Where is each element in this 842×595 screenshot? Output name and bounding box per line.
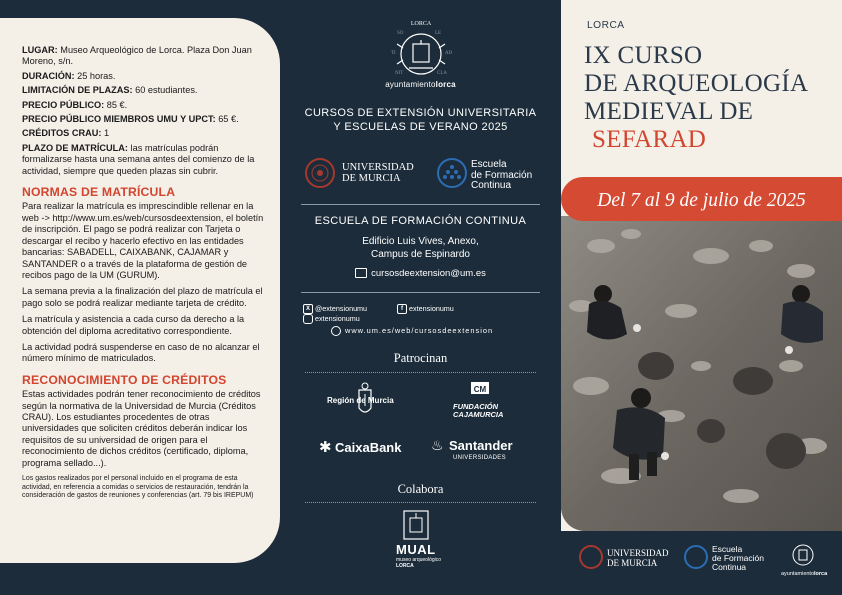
- region-crest-icon: [355, 382, 375, 420]
- footer-um-text: UNIVERSIDAD DE MURCIA: [607, 548, 669, 568]
- info-duracion: DURACIÓN: 25 horas.: [22, 70, 116, 81]
- caixabank-logo: ✱ CaixaBank: [319, 439, 402, 456]
- divider: [301, 204, 540, 205]
- ayuntamiento-lorca-label: ayuntamientolorca: [385, 80, 456, 89]
- lorca-crest-icon: [389, 18, 453, 82]
- efc-seal-icon: [684, 545, 708, 569]
- normas-paragraph: La actividad podrá suspenderse en caso de no alcanzar el número mínimo de matriculados.: [22, 341, 260, 364]
- creditos-paragraph: Estas actividades podrán tener reconocimiento de créditos según la normativa de la Universidad de Murcia (Créditos CRAU). Los estudiantes procedentes de otras universidades que soliciten créditos deberán indicar los requisitos de su universidad de origen para el reconocimiento de dichos créditos (certificado, diploma, programa sellado...).: [22, 389, 261, 468]
- caixabank-star-icon: ✱: [319, 439, 332, 456]
- email-text[interactable]: cursosdeextension@um.es: [371, 268, 486, 279]
- creditos-heading: RECONOCIMIENTO DE CRÉDITOS: [22, 372, 227, 387]
- divider: [301, 292, 540, 293]
- colabora-heading: Colabora: [397, 482, 444, 496]
- left-panel: [0, 0, 280, 595]
- globe-icon: [331, 326, 341, 336]
- social-instagram[interactable]: extensionumu: [303, 314, 374, 324]
- course-info: [22, 45, 267, 177]
- excavation-scene: [561, 216, 842, 531]
- info-plazas: LIMITACIÓN DE PLAZAS: 60 estudiantes.: [22, 85, 198, 96]
- um-logo-text: UNIVERSIDAD DE MURCIA: [342, 162, 414, 184]
- svg-text:LE: LE: [435, 31, 442, 36]
- svg-text:CM: CM: [473, 385, 487, 394]
- dotted-divider: [305, 372, 536, 373]
- cursos-heading: CURSOS DE EXTENSIÓN UNIVERSITARIA Y ESCUELAS DE VERANO 2025: [304, 107, 537, 133]
- santander-flame-icon: ♨: [431, 437, 444, 453]
- x-icon: X: [303, 304, 313, 314]
- mual-logo: MUAL museo arqueológico LORCA: [393, 510, 453, 572]
- footer-logos: [561, 531, 842, 595]
- fundacion-cajamurcia-logo: CM FUNDACIÓN CAJAMURCIA: [451, 382, 521, 422]
- course-dates: Del 7 al 9 de julio de 2025: [597, 190, 806, 211]
- santander-logo: ♨ Santander UNIVERSIDADES: [431, 437, 513, 461]
- svg-text:AD: AD: [445, 51, 453, 56]
- course-title: IX CURSO DE ARQUEOLOGÍA MEDIEVAL DE SEFARAD: [584, 42, 809, 153]
- svg-text:SO: SO: [397, 31, 404, 36]
- cajamurcia-icon: [471, 382, 489, 396]
- footer-ayto-label: ayuntamientolorca: [781, 571, 828, 577]
- social-facebook[interactable]: f extensionumu: [397, 304, 468, 314]
- svg-text:TI: TI: [391, 51, 396, 56]
- mail-icon: [355, 268, 367, 278]
- excavation-photo: [561, 216, 842, 531]
- info-creditos: CRÉDITOS CRAU: 1: [22, 128, 110, 139]
- lorca-crest-word: LORCA: [410, 21, 432, 27]
- patrocinan-heading: Patrocinan: [393, 351, 448, 365]
- school-name: ESCUELA DE FORMACIÓN CONTINUA: [314, 215, 527, 227]
- school-address: Edificio Luis Vives, Anexo, Campus de Espinardo: [362, 236, 479, 260]
- svg-text:NIT: NIT: [395, 71, 404, 76]
- normas-paragraph: La matrícula y asistencia a cada curso da derecho a la obtención del diploma acreditativo correspondiente.: [22, 314, 245, 336]
- right-panel: [561, 0, 842, 595]
- instagram-icon: [303, 314, 313, 324]
- web-link[interactable]: www.um.es/web/cursosdeextension: [331, 326, 493, 336]
- normas-heading: NORMAS DE MATRÍCULA: [22, 185, 176, 200]
- region-murcia-logo: Región de Murcia: [327, 380, 417, 422]
- location-tag: LORCA: [587, 20, 625, 31]
- info-content: [22, 45, 267, 508]
- info-lugar: LUGAR: Museo Arqueológico de Lorca. Plaza Don Juan Moreno, s/n.: [22, 45, 252, 67]
- info-precio: PRECIO PÚBLICO: 85 €.: [22, 99, 128, 110]
- social-links: [303, 304, 543, 324]
- middle-panel: [281, 0, 560, 595]
- svg-text:CLA: CLA: [437, 71, 447, 76]
- lorca-crest-icon: [789, 541, 817, 569]
- mual-crest-icon: [403, 510, 429, 540]
- email-row[interactable]: [281, 268, 560, 279]
- footnote: Los gastos realizados por el personal incluido en el programa de esta actividad, en referencia a comidas o servicios de restauración, tendrán la consideración de gastos de reuniones y conferencias (art. 79 bis IREPUM): [22, 475, 254, 500]
- institution-logos: [305, 154, 545, 194]
- facebook-icon: f: [397, 304, 407, 314]
- normas-paragraph: La semana previa a la finalización del plazo de matrícula el pago solo se podrá realizar mediante tarjeta de crédito.: [22, 286, 263, 308]
- social-x[interactable]: X @extensionumu: [303, 304, 381, 314]
- footer-efc-text: Escuela de Formación Continua: [712, 544, 764, 572]
- dotted-divider: [305, 502, 536, 503]
- info-plazo: PLAZO DE MATRÍCULA: las matrículas podrán formalizarse hasta una semana antes del comienzo de la actividad, siempre que queden plazas sin cubrir.: [22, 142, 255, 176]
- info-precio-miembros: PRECIO PÚBLICO MIEMBROS UMU Y UPCT: 65 €.: [22, 114, 239, 125]
- efc-seal-icon: [437, 158, 467, 188]
- normas-paragraph: Para realizar la matrícula es imprescindible rellenar en la web -> http://www.um.es/web/cursosdeextension, el boletín de inscripción. El pago se podrá realizar con Tarjeta o descargar el recibo y hacerlo efectivo en las entidades bancarias: SABADELL, CAIXABANK, CAJAMAR y SANTANDER o a través de la plataforma de gestión de recibos pago de la UM (GURUM).: [22, 201, 264, 280]
- efc-logo-text: Escuela de Formación Continua: [471, 159, 533, 191]
- um-seal-icon: [579, 545, 603, 569]
- um-seal-icon: [305, 158, 335, 188]
